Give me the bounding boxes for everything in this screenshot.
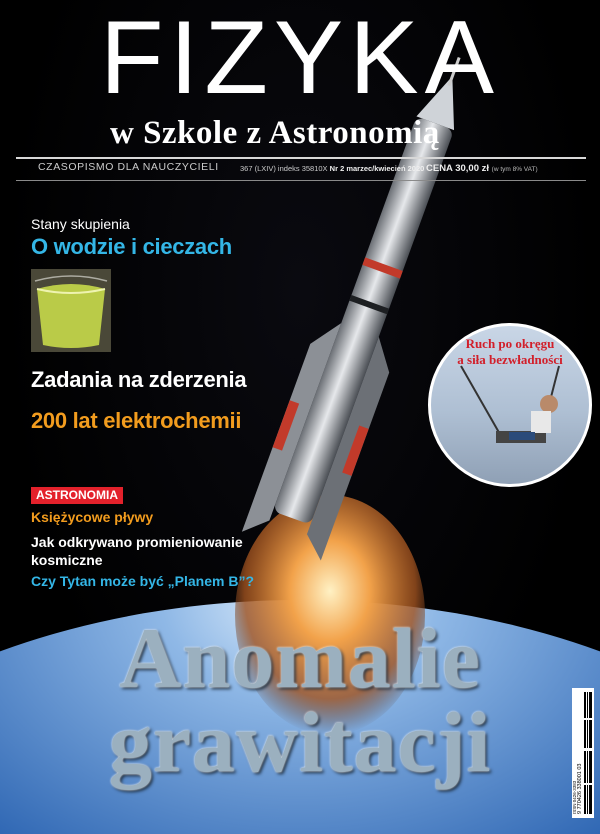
price: CENA 30,00 zł: [426, 163, 490, 174]
cover-story-line1: Anomalie: [119, 610, 481, 706]
barcode-graphic: [572, 688, 594, 818]
glass-illustration: [31, 269, 111, 352]
astronomy-section-badge: ASTRONOMIA: [31, 487, 123, 504]
electrochemistry-headline: 200 lat elektrochemii: [31, 408, 242, 433]
swing-photo-inset: [428, 323, 592, 487]
swing-illustration: [431, 326, 589, 484]
tides-headline: Księżycowe pływy: [31, 509, 154, 525]
water-glass-photo: [31, 269, 111, 352]
water-story-headline: O wodzie i cieczach: [31, 234, 232, 259]
price-note: (w tym 8% VAT): [491, 166, 538, 173]
titan-headline: Czy Tytan może być „Planem B”?: [31, 573, 255, 589]
barcode-issn: ISSN 0426-3383: [572, 780, 577, 814]
magazine-subtitle: w Szkole z Astronomią: [110, 115, 440, 151]
masthead-rule-bottom: [16, 180, 586, 181]
magazine-title: FIZYKA: [99, 0, 501, 116]
masthead-rule-top: [16, 157, 586, 159]
inset-caption-line2: a siła bezwładności: [457, 352, 563, 367]
collisions-headline: Zadania na zderzenia: [31, 367, 247, 392]
cosmic-rays-headline: Jak odkrywano promieniowanie kosmiczne: [31, 534, 243, 568]
barcode: [572, 688, 594, 818]
barcode-number: 9 770426 338001 03: [577, 763, 583, 814]
issue-info: [240, 164, 424, 173]
issue-prefix: 367 (LXIV) indeks 35810X: [240, 164, 328, 173]
cover-story-line2: grawitacji: [108, 694, 492, 790]
price-info: [426, 163, 538, 174]
magazine-tagline: CZASOPISMO DLA NAUCZYCIELI: [38, 161, 219, 173]
inset-caption-line1: Ruch po okręgu: [465, 336, 555, 351]
issue-number: Nr 2 marzec/kwiecień 2020: [329, 164, 425, 173]
water-story-kicker: Stany skupienia: [31, 216, 130, 232]
